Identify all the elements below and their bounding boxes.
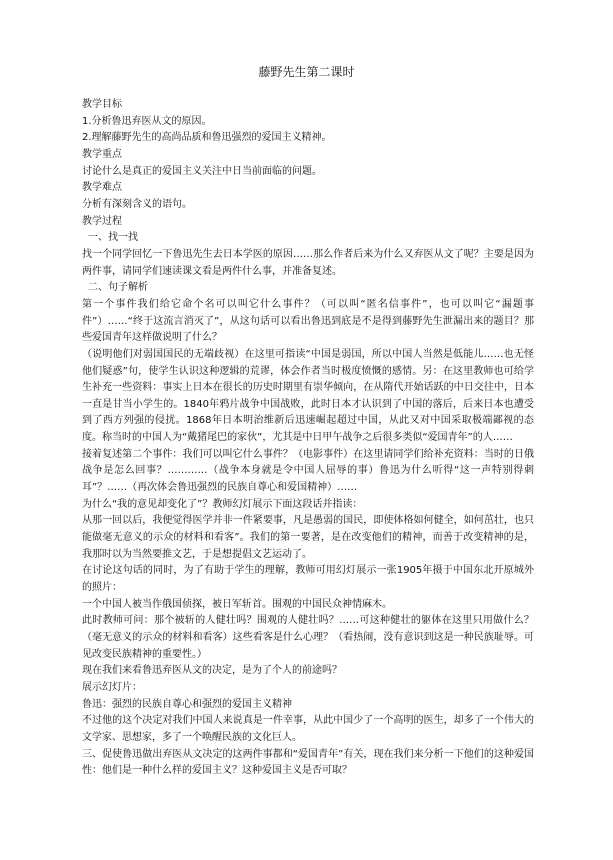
section-heading-objectives: 教学目标	[82, 99, 122, 110]
paragraph: 第一个事件我们给它命个名可以叫它什么事件？（可以叫“匿名信事件”，也可以叫它“漏题事件”）……“终于这流言消灭了”，从这句话可以看出鲁迅到底是不是得到藤野先生泄漏出来的题目？那些爱国青年这样做说明了什么？	[82, 298, 534, 344]
paragraph: 三、促使鲁迅做出弃医从文决定的这两件事都和“爱国青年”有关，现在我们来分析一下他们的这种爱国性：他们是一种什么样的爱国主义？这种爱国主义是否可取？	[82, 748, 534, 777]
step-heading-analysis: 二、句子解析	[88, 282, 148, 294]
section-heading-key-points: 教学重点	[82, 148, 122, 160]
paragraph: 从那一回以后，我便觉得医学并非一件紧要事，凡是愚弱的国民，即使体格如何健全，如何茁壮，也只能做毫无意义的示众的材料和看客”。我们的第一要著，是在改变他们的精神，而善于改变精神的是，我那时以为当然要推文艺，于是想提倡文艺运动了。	[82, 515, 534, 560]
objective-item: 1.分析鲁迅弃医从文的原因。	[82, 115, 212, 127]
section-heading-difficulties: 教学难点	[82, 182, 122, 194]
paragraph: 接着复述第二个事件：我们可以叫它什么事件？（电影事件）在这里请同学们给补充资料：当时的日俄战争是怎么回事？…………（战争本身就是令中国人屈辱的事）鲁迅为什么听得“这一声特别得刺耳”？……（再次体会鲁迅强烈的民族自尊心和爱国精神）……	[82, 448, 534, 494]
key-point-text: 讨论什么是真正的爱国主义关注中日当前面临的问题。	[82, 165, 322, 177]
paragraph: 鲁迅：强烈的民族自尊心和强烈的爱国主义精神	[82, 698, 292, 710]
paragraph: 展示幻灯片：	[82, 681, 142, 693]
paragraph: 找一个同学回忆一下鲁迅先生去日本学医的原因……那么作者后来为什么又弃医从文了呢？主要是因为两件事，请同学们速读课文看是两件什么事，并准备复述。	[82, 248, 534, 277]
paragraph: 在讨论这句话的同时，为了有助于学生的理解，教师可用幻灯展示一张1905年摄于中国东北开原城外的照片：	[82, 565, 534, 594]
paragraph: 此时教师可问：那个被斩的人健壮吗？围观的人健壮吗？……可这种健壮的躯体在这里只用做什么？（毫无意义的示众的材料和看客）这些看客是什么心理？（看热闹，没有意识到这是一种民族耻辱。可见改变民族精神的重要性。）	[82, 615, 534, 660]
paragraph: 一个中国人被当作俄国侦探，被日军斩首。围观的中国民众神情麻木。	[82, 598, 392, 610]
section-heading-process: 教学过程	[82, 215, 122, 227]
difficulty-text: 分析有深刻含义的语句。	[82, 198, 192, 210]
paragraph: 不过他的这个决定对我们中国人来说真是一件幸事，从此中国少了一个高明的医生，却多了一个伟大的文学家、思想家，多了一个唤醒民族的文化巨人。	[82, 715, 534, 743]
document-title: 藤野先生第二课时	[258, 65, 355, 79]
paragraph: 现在我们来看鲁迅弃医从文的决定，是为了个人的前途吗？	[82, 665, 342, 677]
objective-item: 2.理解藤野先生的高尚品质和鲁迅强烈的爱国主义精神。	[82, 132, 332, 144]
paragraph: （说明他们对弱国国民的无端歧视）在这里可指读“中国是弱国，所以中国人当然是低能儿……也无怪他们疑惑”句，使学生认识这种逻辑的荒谬，体会作者当时极度愤慨的感情。另：在这里教师也可给学生补充一些资料：事实上日本在很长的历史时期里有崇华倾向，在从隋代开始话跃的中日交往中，日本一直是甘当小学生的。1840年鸦片战争中国战败，此时日本才认识到了中国的落后，后来日本也遭受到了西方列强的侵扰。1868年日本明治维新后迅速崛起超过中国，从此又对中国采取极端鄙视的态度。称当时的中国人为“戴猪尾巴的家伙”，尤其是中日甲午战争之后很多类似“爱国青年”的人……	[82, 348, 534, 444]
step-heading-find: 一、找一找	[88, 232, 138, 244]
paragraph: 为什么“我的意见却变化了”？教师幻灯展示下面这段话并指读：	[82, 498, 363, 510]
document-body	[82, 97, 534, 780]
